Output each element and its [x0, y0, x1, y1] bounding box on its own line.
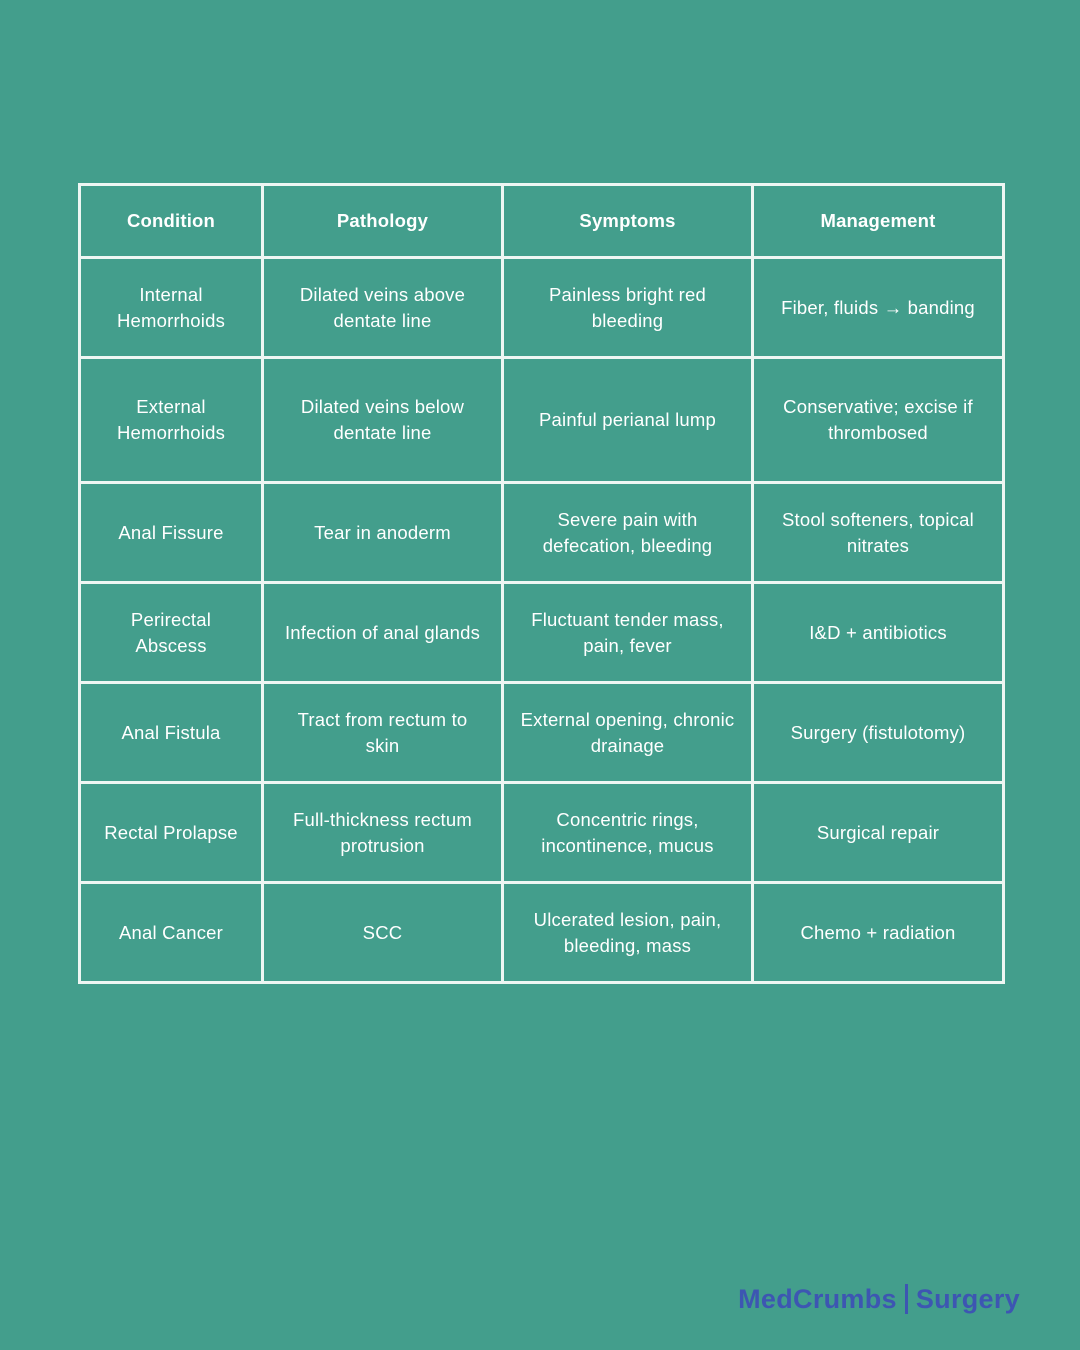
header-pathology: Pathology	[263, 185, 503, 258]
brand-logo	[738, 1282, 1020, 1316]
cell-symptoms: Ulcerated lesion, pain, bleeding, mass	[503, 883, 753, 983]
cell-management: Surgical repair	[753, 783, 1004, 883]
cell-management: Chemo + radiation	[753, 883, 1004, 983]
header-row	[80, 185, 1004, 258]
cell-symptoms: Painful perianal lump	[503, 358, 753, 483]
table-row	[80, 883, 1004, 983]
cell-management: Fiber, fluids → banding	[753, 258, 1004, 358]
cell-pathology: Dilated veins above dentate line	[263, 258, 503, 358]
table-row	[80, 583, 1004, 683]
header-symptoms: Symptoms	[503, 185, 753, 258]
cell-condition: External Hemorrhoids	[80, 358, 263, 483]
header-management: Management	[753, 185, 1004, 258]
cell-condition: Perirectal Abscess	[80, 583, 263, 683]
cell-management: Conservative; excise if thrombosed	[753, 358, 1004, 483]
brand-primary: MedCrumbs	[738, 1284, 897, 1314]
cell-symptoms: Concentric rings, incontinence, mucus	[503, 783, 753, 883]
table-row	[80, 683, 1004, 783]
cell-management: Surgery (fistulotomy)	[753, 683, 1004, 783]
cell-condition: Anal Fissure	[80, 483, 263, 583]
cell-pathology: SCC	[263, 883, 503, 983]
cell-symptoms: Painless bright red bleeding	[503, 258, 753, 358]
cell-pathology: Tract from rectum to skin	[263, 683, 503, 783]
table-row	[80, 358, 1004, 483]
brand-divider	[905, 1284, 908, 1314]
cell-condition: Anal Fistula	[80, 683, 263, 783]
cell-symptoms: External opening, chronic drainage	[503, 683, 753, 783]
brand-secondary: Surgery	[915, 1284, 1020, 1314]
cell-management: Stool softeners, topical nitrates	[753, 483, 1004, 583]
comparison-table	[78, 183, 1005, 984]
cell-condition: Anal Cancer	[80, 883, 263, 983]
cell-symptoms: Severe pain with defecation, bleeding	[503, 483, 753, 583]
cell-pathology: Full-thickness rectum protrusion	[263, 783, 503, 883]
cell-pathology: Infection of anal glands	[263, 583, 503, 683]
cell-pathology: Dilated veins below dentate line	[263, 358, 503, 483]
cell-management: I&D + antibiotics	[753, 583, 1004, 683]
cell-symptoms: Fluctuant tender mass, pain, fever	[503, 583, 753, 683]
table-row	[80, 783, 1004, 883]
header-condition: Condition	[80, 185, 263, 258]
table-row	[80, 258, 1004, 358]
table-row	[80, 483, 1004, 583]
cell-condition: Rectal Prolapse	[80, 783, 263, 883]
cell-pathology: Tear in anoderm	[263, 483, 503, 583]
cell-condition: Internal Hemorrhoids	[80, 258, 263, 358]
